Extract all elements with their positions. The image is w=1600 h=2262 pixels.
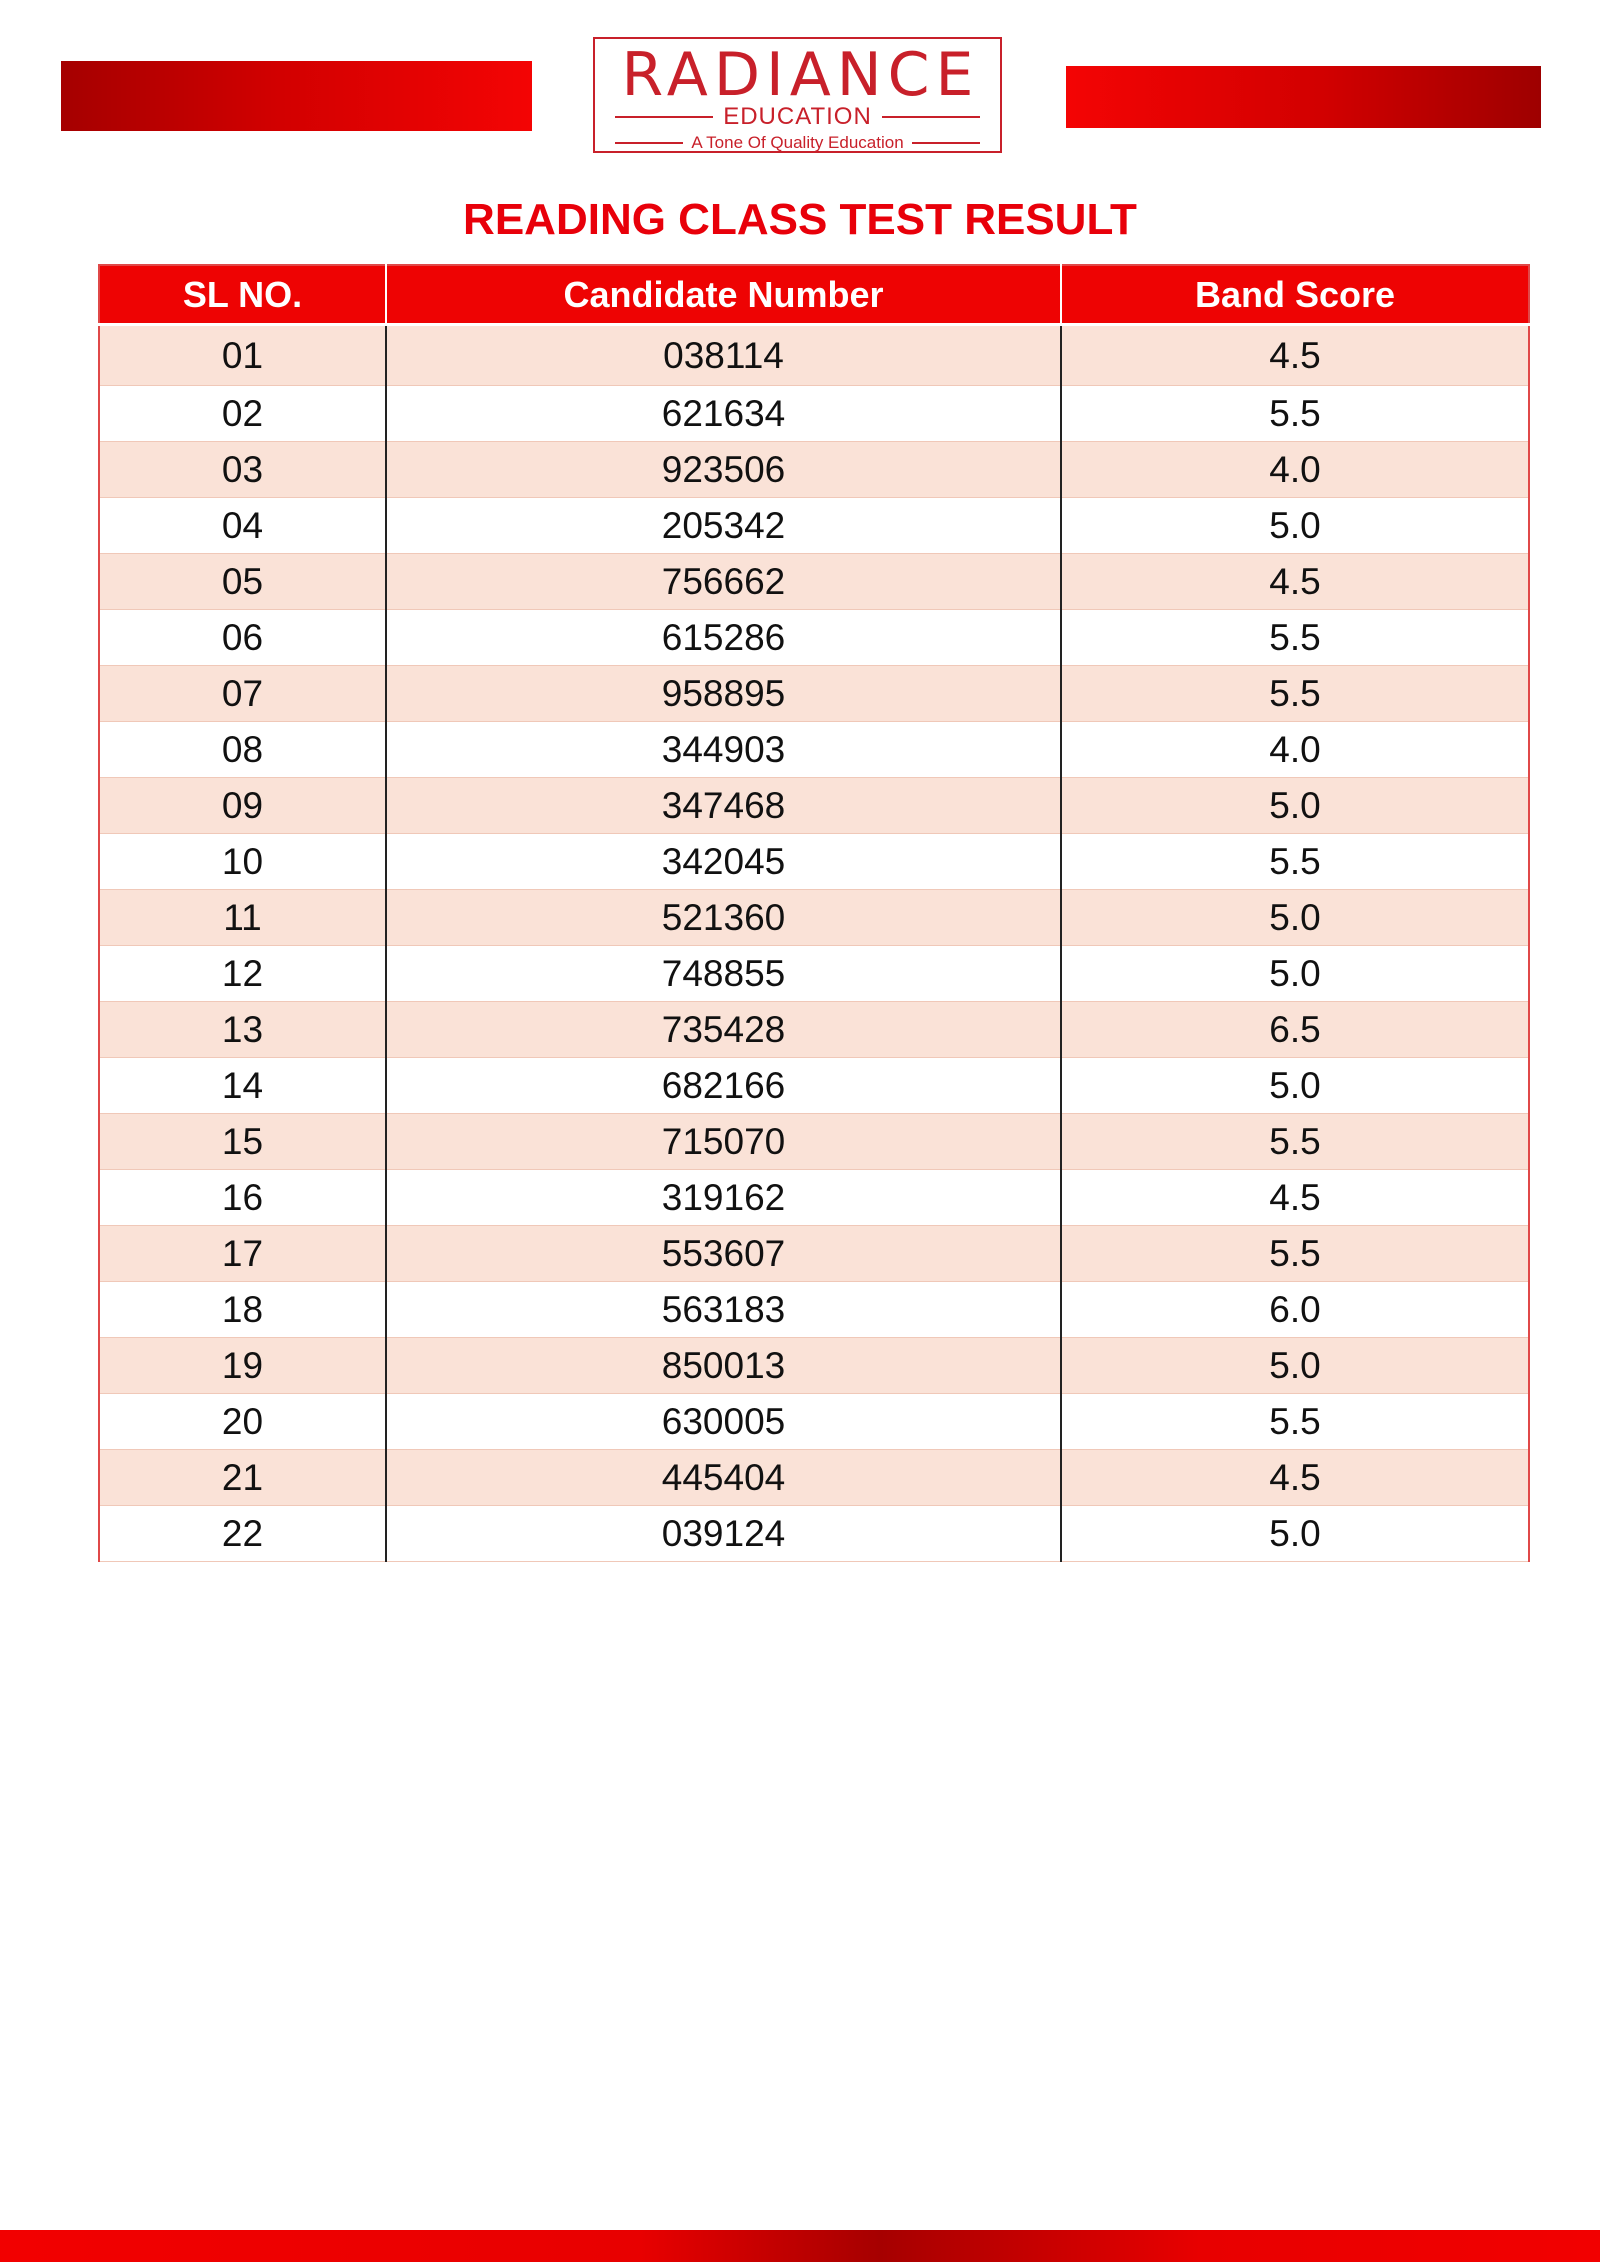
cell-sl-no: 22 xyxy=(99,1506,386,1562)
table-row xyxy=(99,554,1529,610)
cell-sl-no: 11 xyxy=(99,890,386,946)
cell-band-score: 5.0 xyxy=(1061,1338,1529,1394)
cell-candidate-number: 958895 xyxy=(386,666,1061,722)
cell-candidate-number: 630005 xyxy=(386,1394,1061,1450)
logo-subtitle-row xyxy=(615,104,980,130)
cell-band-score: 4.5 xyxy=(1061,1450,1529,1506)
cell-sl-no: 12 xyxy=(99,946,386,1002)
cell-candidate-number: 682166 xyxy=(386,1058,1061,1114)
cell-sl-no: 08 xyxy=(99,722,386,778)
table-row xyxy=(99,610,1529,666)
cell-candidate-number: 621634 xyxy=(386,386,1061,442)
table-row xyxy=(99,442,1529,498)
logo-rule xyxy=(882,116,980,118)
cell-sl-no: 15 xyxy=(99,1114,386,1170)
table-row xyxy=(99,1450,1529,1506)
logo-wordmark: RADIANCE xyxy=(621,40,980,110)
table-row xyxy=(99,890,1529,946)
radiance-education-logo xyxy=(593,37,1002,153)
header-band-left xyxy=(61,61,532,131)
cell-candidate-number: 342045 xyxy=(386,834,1061,890)
header-band-right xyxy=(1066,66,1541,128)
cell-candidate-number: 748855 xyxy=(386,946,1061,1002)
cell-candidate-number: 347468 xyxy=(386,778,1061,834)
cell-sl-no: 05 xyxy=(99,554,386,610)
cell-sl-no: 07 xyxy=(99,666,386,722)
table-row xyxy=(99,1506,1529,1562)
cell-band-score: 5.0 xyxy=(1061,946,1529,1002)
cell-sl-no: 04 xyxy=(99,498,386,554)
table-row xyxy=(99,722,1529,778)
table-row xyxy=(99,1170,1529,1226)
cell-band-score: 4.5 xyxy=(1061,554,1529,610)
logo-rule xyxy=(615,116,713,118)
cell-band-score: 5.5 xyxy=(1061,1394,1529,1450)
cell-band-score: 5.0 xyxy=(1061,498,1529,554)
column-header-sl-no: SL NO. xyxy=(99,265,386,325)
cell-band-score: 4.5 xyxy=(1061,325,1529,386)
cell-band-score: 5.5 xyxy=(1061,666,1529,722)
table-row xyxy=(99,1282,1529,1338)
cell-band-score: 5.5 xyxy=(1061,386,1529,442)
cell-candidate-number: 344903 xyxy=(386,722,1061,778)
cell-sl-no: 14 xyxy=(99,1058,386,1114)
cell-candidate-number: 521360 xyxy=(386,890,1061,946)
cell-sl-no: 06 xyxy=(99,610,386,666)
cell-sl-no: 17 xyxy=(99,1226,386,1282)
table-row xyxy=(99,778,1529,834)
cell-candidate-number: 715070 xyxy=(386,1114,1061,1170)
cell-candidate-number: 039124 xyxy=(386,1506,1061,1562)
cell-sl-no: 19 xyxy=(99,1338,386,1394)
cell-candidate-number: 553607 xyxy=(386,1226,1061,1282)
table-row xyxy=(99,1226,1529,1282)
cell-sl-no: 21 xyxy=(99,1450,386,1506)
cell-sl-no: 01 xyxy=(99,325,386,386)
table-row xyxy=(99,325,1529,386)
logo-tagline-row xyxy=(615,134,980,152)
cell-candidate-number: 319162 xyxy=(386,1170,1061,1226)
table-row xyxy=(99,1394,1529,1450)
cell-sl-no: 09 xyxy=(99,778,386,834)
logo-tagline: A Tone Of Quality Education xyxy=(691,133,904,152)
cell-band-score: 4.0 xyxy=(1061,442,1529,498)
table-body xyxy=(99,325,1529,1562)
column-header-band-score: Band Score xyxy=(1061,265,1529,325)
cell-sl-no: 16 xyxy=(99,1170,386,1226)
cell-candidate-number: 615286 xyxy=(386,610,1061,666)
cell-sl-no: 02 xyxy=(99,386,386,442)
table-row xyxy=(99,666,1529,722)
cell-sl-no: 20 xyxy=(99,1394,386,1450)
cell-band-score: 6.0 xyxy=(1061,1282,1529,1338)
cell-band-score: 5.5 xyxy=(1061,834,1529,890)
cell-band-score: 4.0 xyxy=(1061,722,1529,778)
cell-sl-no: 03 xyxy=(99,442,386,498)
footer-band xyxy=(0,2230,1600,2262)
cell-band-score: 5.0 xyxy=(1061,1058,1529,1114)
cell-sl-no: 13 xyxy=(99,1002,386,1058)
table-row xyxy=(99,834,1529,890)
cell-sl-no: 18 xyxy=(99,1282,386,1338)
cell-candidate-number: 756662 xyxy=(386,554,1061,610)
cell-band-score: 5.5 xyxy=(1061,1226,1529,1282)
table-row xyxy=(99,386,1529,442)
column-header-candidate-number: Candidate Number xyxy=(386,265,1061,325)
cell-band-score: 5.0 xyxy=(1061,890,1529,946)
cell-band-score: 5.5 xyxy=(1061,610,1529,666)
table-header-row xyxy=(99,265,1529,325)
table-row xyxy=(99,498,1529,554)
cell-band-score: 4.5 xyxy=(1061,1170,1529,1226)
table-row xyxy=(99,1002,1529,1058)
cell-sl-no: 10 xyxy=(99,834,386,890)
cell-band-score: 6.5 xyxy=(1061,1002,1529,1058)
cell-candidate-number: 923506 xyxy=(386,442,1061,498)
logo-subtitle: EDUCATION xyxy=(723,103,872,130)
table-row xyxy=(99,1114,1529,1170)
results-table xyxy=(98,264,1530,1562)
table-row xyxy=(99,1338,1529,1394)
cell-candidate-number: 038114 xyxy=(386,325,1061,386)
cell-candidate-number: 735428 xyxy=(386,1002,1061,1058)
cell-band-score: 5.5 xyxy=(1061,1114,1529,1170)
page-title: READING CLASS TEST RESULT xyxy=(463,195,1137,244)
table-row xyxy=(99,946,1529,1002)
cell-band-score: 5.0 xyxy=(1061,1506,1529,1562)
logo-rule xyxy=(912,142,980,144)
table-row xyxy=(99,1058,1529,1114)
cell-candidate-number: 205342 xyxy=(386,498,1061,554)
cell-candidate-number: 445404 xyxy=(386,1450,1061,1506)
cell-band-score: 5.0 xyxy=(1061,778,1529,834)
logo-rule xyxy=(615,142,683,144)
cell-candidate-number: 563183 xyxy=(386,1282,1061,1338)
cell-candidate-number: 850013 xyxy=(386,1338,1061,1394)
